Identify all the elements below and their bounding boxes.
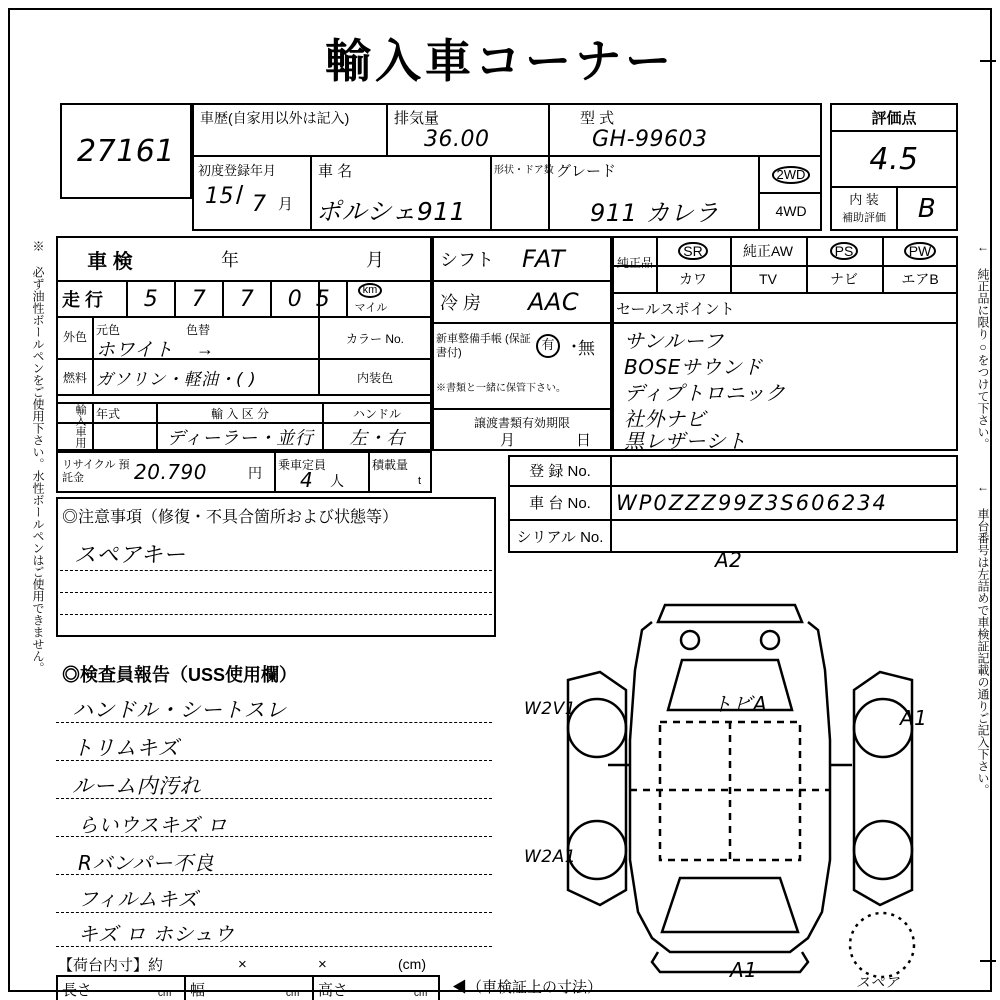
genuine-label: 純正品 <box>616 256 653 271</box>
diagram-label-a1-2: A1 <box>552 847 577 867</box>
diagram-label-toba: トビA <box>712 692 768 716</box>
car-diagram <box>530 560 950 980</box>
inspector-line-7: キズ ロ ホシュウ <box>78 921 235 946</box>
drive-4wd-label[interactable]: 4WD <box>775 203 807 219</box>
diagram-label-v1: V1 <box>552 699 577 719</box>
mileage-digit-2: 7 <box>191 286 207 312</box>
ac-value: AAC <box>528 288 580 316</box>
body-door-label: 形状・ドア数 <box>494 164 554 176</box>
sales-point-4: 社外ナビ <box>624 406 706 431</box>
yen-label: 円 <box>248 465 262 481</box>
option-leather[interactable]: カワ <box>679 271 707 287</box>
rating-value: 4.5 <box>869 141 919 177</box>
interior-grade-value: B <box>917 194 937 224</box>
option-sr[interactable] <box>658 238 728 264</box>
recycle-label: リサイクル 預託金 <box>62 458 130 484</box>
grade-label: グレード <box>556 162 617 180</box>
mileage-digit-1: 5 <box>143 286 159 312</box>
right-side-note-1: ← 純正品に限り○をつけて下さい。 <box>976 240 990 450</box>
caution-rule-3 <box>60 614 492 615</box>
fuel-value: ガソリン・軽油・( ) <box>96 369 257 390</box>
diagram-label-spare: スペア <box>856 975 900 991</box>
drive-2wd-text: 2WD <box>772 166 811 184</box>
first-reg-label: 初度登録年月 <box>198 162 277 178</box>
shaken-month-label: 月 <box>366 250 384 270</box>
model-code-label: 型 式 <box>580 109 615 127</box>
inspector-line-5: Rバンパー不良 <box>78 850 214 875</box>
model-year-label: 年式 <box>96 406 121 421</box>
rating-label: 評価点 <box>871 109 917 127</box>
option-navi[interactable]: ナビ <box>830 271 858 287</box>
sales-point-3: ディプトロニック <box>624 380 786 405</box>
capacity-value: 4 <box>300 468 314 492</box>
inspector-line-4: らいウスキズ ロ <box>78 812 228 837</box>
diagram-label-w2v1 <box>524 700 576 720</box>
capacity-label: 乗車定員 <box>278 457 327 472</box>
diagram-label-w2: W2 <box>524 699 553 719</box>
inspector-line-6: フィルムキズ <box>78 886 199 911</box>
warranty-no[interactable]: 無 <box>578 338 595 358</box>
edge-tick-top <box>980 60 996 62</box>
fuel-label: 燃料 <box>62 370 87 385</box>
ac-label: 冷 房 <box>440 293 482 313</box>
inspector-line-2: トリムキズ <box>72 736 180 760</box>
handle-label: ハンドル <box>352 406 401 421</box>
sales-point-1: サンルーフ <box>624 328 724 353</box>
dimension-mult-2: × <box>318 955 327 973</box>
km-text: km <box>358 283 383 299</box>
option-aw[interactable]: 純正AW <box>742 243 794 259</box>
import-class-label: 輸 入 区 分 <box>210 406 269 421</box>
caution-title: ◎注意事項（修復・不具合箇所および状態等） <box>62 508 399 526</box>
height-label: 高さ <box>318 981 349 999</box>
interior-color-label: 内装色 <box>356 370 393 385</box>
color-value: ホワイト <box>96 338 174 361</box>
displacement-value: 36.00 <box>424 126 490 152</box>
import-label: 輸入車用 <box>74 404 86 448</box>
mileage-km-unit[interactable] <box>348 282 392 299</box>
option-pw-text: PW <box>904 242 937 261</box>
interior-label: 内 装 <box>849 191 879 207</box>
displacement-label: 排気量 <box>394 109 440 127</box>
height-unit: cm <box>414 987 428 999</box>
right-side-note-2: ← 車台番号は左詰めで車検証記載の通りご記入下さい。 <box>976 480 990 796</box>
mileage-digit-4: 0 <box>287 286 303 312</box>
diagram-label-a1-right: A1 <box>900 706 928 730</box>
recycle-value: 20.790 <box>134 460 207 484</box>
caution-line-1: スペアキー <box>74 542 186 568</box>
inspector-title: ◎検査員報告（USS使用欄） <box>62 665 298 685</box>
color-change-label: 色替 <box>186 322 211 337</box>
transfer-day: 日 <box>576 431 592 449</box>
sales-point-2: BOSEサウンド <box>624 354 763 379</box>
import-class-value: ディーラー・並行 <box>166 428 314 449</box>
edge-tick-bottom <box>980 960 996 962</box>
car-name-label: 車 名 <box>318 162 353 180</box>
orig-color-label: 元色 <box>96 322 121 337</box>
option-ps-text: PS <box>830 242 859 261</box>
inspector-line-1: ハンドル・シートスレ <box>72 698 287 722</box>
shaken-year-label: 年 <box>221 250 239 270</box>
left-side-note: ※ 必ず油性ボールペンをご使用下さい。水性ボールペンはご使用できません。 <box>31 240 45 674</box>
caution-rule-1 <box>60 570 492 571</box>
inner-dimension-label: 【荷台内寸】約 <box>58 956 164 974</box>
shaken-label: 車 検 <box>87 250 133 273</box>
diagram-label-w2-2: W2 <box>524 847 553 867</box>
warranty-label: 新車整備手帳 (保証書付) <box>436 332 531 359</box>
transfer-label: 譲渡書類有効期限 <box>473 415 570 430</box>
mileage-digit-3: 7 <box>239 286 255 312</box>
inspector-line-3: ルーム内汚れ <box>72 774 201 798</box>
exterior-color-label: 外色 <box>62 330 87 345</box>
first-reg-year: 15 <box>205 183 234 209</box>
mileage-label: 走 行 <box>62 290 104 310</box>
diagram-label-a2: A2 <box>715 548 743 572</box>
transfer-month: 月 <box>500 431 516 449</box>
option-pw[interactable] <box>884 238 956 264</box>
chassis-no-value: WP0ZZZ99Z3S606234 <box>616 491 888 515</box>
model-code-value: GH-99603 <box>592 126 708 152</box>
diagram-label-a1-bottom: A1 <box>730 958 758 982</box>
interior-sub-label: 補助評価 <box>842 212 886 224</box>
shift-value: FAT <box>522 245 566 273</box>
warranty-yes-text: 有 <box>536 334 560 358</box>
first-reg-month: 7 <box>252 191 267 217</box>
dimension-row <box>56 975 440 1000</box>
option-ps[interactable] <box>808 238 880 264</box>
dimension-cm-paren: (cm) <box>398 956 426 972</box>
option-tv[interactable]: TV <box>759 271 777 287</box>
car-history-label: 車歴(自家用以外は記入) <box>200 110 350 126</box>
color-arrow: → <box>196 338 214 359</box>
load-unit: t <box>418 475 422 487</box>
sales-point-5: 黒レザーシト <box>624 428 747 453</box>
shift-label: シフト <box>440 250 494 270</box>
length-unit: cm <box>158 987 172 999</box>
page-title: 輸入車コーナー <box>325 35 675 87</box>
option-airbag[interactable]: エアB <box>901 271 939 287</box>
width-label: 幅 <box>190 981 206 999</box>
reg-no-label: 登 録 No. <box>529 463 591 480</box>
sales-point-label: セールスポイント <box>616 300 735 318</box>
length-label: 長さ <box>62 981 93 999</box>
diagram-label-w2a1 <box>524 848 576 868</box>
mileage-mile-unit[interactable]: マイル <box>354 302 388 314</box>
grade-value: 911 カレラ <box>590 198 719 227</box>
first-reg-slash: / <box>236 180 244 210</box>
first-reg-unit: 月 <box>278 195 294 213</box>
width-unit: cm <box>286 987 300 999</box>
mileage-digit-5: 5 <box>315 286 331 312</box>
color-no-label: カラー No. <box>345 331 404 346</box>
option-sr-text: SR <box>678 242 707 261</box>
serial-no-label: シリアル No. <box>516 529 604 546</box>
dimension-mult-1: × <box>238 955 247 973</box>
chassis-no-label: 車 台 No. <box>529 495 591 512</box>
load-label: 積載量 <box>372 457 409 472</box>
dimension-note: ◀（車検証上の寸法） <box>452 978 603 996</box>
handle-value: 左・右 <box>349 428 405 449</box>
drive-2wd-label[interactable] <box>760 160 822 190</box>
lot-number: 27161 <box>77 133 175 169</box>
capacity-unit: 人 <box>330 473 344 489</box>
caution-rule-2 <box>60 592 492 593</box>
warranty-note: ※書類と一緒に保管下さい。 <box>436 383 566 394</box>
warranty-dot: ・ <box>566 339 583 356</box>
car-name-value: ポルシェ911 <box>316 197 467 226</box>
